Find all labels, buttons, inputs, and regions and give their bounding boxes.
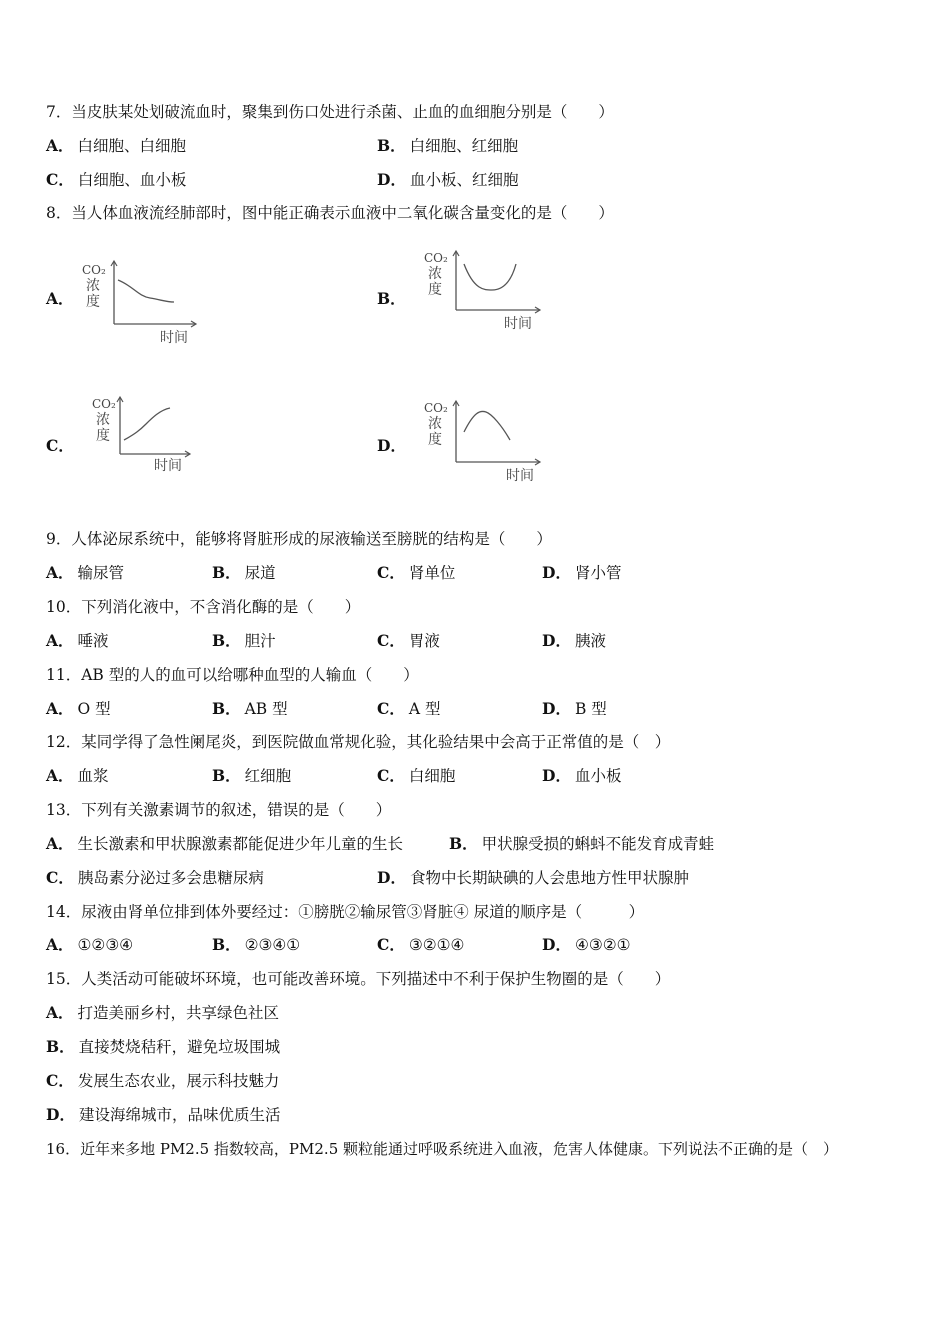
graph-8d[interactable]	[422, 398, 552, 488]
question-9-stem: 9．人体泌尿系统中，能够将肾脏形成的尿液输送至膀胱的结构是（ ）	[46, 530, 552, 548]
option-10d[interactable]: D． 胰液	[542, 631, 606, 650]
graph-8c-xlabel: 时间	[154, 458, 182, 474]
graph-8d-xlabel: 时间	[506, 468, 534, 484]
option-7a[interactable]: A． 白细胞、白细胞	[46, 136, 187, 155]
option-8b-label[interactable]: B．	[377, 289, 406, 308]
curve-8b	[464, 264, 516, 290]
option-10a[interactable]: A． 唾液	[46, 631, 109, 650]
option-9d[interactable]: D． 肾小管	[542, 563, 622, 582]
question-14-stem: 14．尿液由肾单位排到体外要经过：①膀胱②输尿管③肾脏④ 尿道的顺序是（ ）	[46, 903, 645, 921]
graph-8a-co2-label: CO₂	[82, 263, 106, 277]
graph-8a[interactable]	[78, 258, 208, 348]
option-14c[interactable]: C． ③②①④	[377, 935, 465, 954]
graph-8a-xlabel: 时间	[160, 330, 188, 346]
option-14b[interactable]: B． ②③④①	[212, 935, 301, 954]
option-11b[interactable]: B． AB 型	[212, 699, 288, 718]
option-15d[interactable]: D． 建设海绵城市，品味优质生活	[46, 1105, 281, 1124]
option-11a[interactable]: A． O 型	[46, 699, 111, 718]
option-7b[interactable]: B． 白细胞、红细胞	[377, 136, 519, 155]
curve-8a	[118, 280, 174, 302]
curve-8d	[464, 411, 510, 440]
option-12b[interactable]: B． 红细胞	[212, 766, 292, 785]
graph-8b-ylabel-2: 度	[428, 282, 442, 298]
option-10c[interactable]: C． 胃液	[377, 631, 440, 650]
graph-8d-co2-label: CO₂	[424, 401, 448, 415]
question-13-stem: 13．下列有关激素调节的叙述，错误的是（ ）	[46, 801, 392, 819]
option-12a[interactable]: A． 血浆	[46, 766, 109, 785]
graph-8c[interactable]	[90, 394, 210, 484]
option-8d-label[interactable]: D．	[377, 436, 406, 455]
option-13c[interactable]: C． 胰岛素分泌过多会患糖尿病	[46, 868, 264, 887]
graph-8d-ylabel-1: 浓	[428, 416, 442, 432]
option-15c[interactable]: C． 发展生态农业，展示科技魅力	[46, 1071, 280, 1090]
graph-8c-co2-label: CO₂	[92, 397, 116, 411]
option-13d[interactable]: D． 食物中长期缺碘的人会患地方性甲状腺肿	[377, 868, 689, 887]
graph-8c-ylabel-2: 度	[96, 428, 110, 444]
option-7d[interactable]: D． 血小板、红细胞	[377, 170, 519, 189]
question-10-stem: 10．下列消化液中，不含消化酶的是（ ）	[46, 598, 361, 616]
option-10b[interactable]: B． 胆汁	[212, 631, 276, 650]
graph-8b[interactable]	[422, 248, 552, 338]
option-9c[interactable]: C． 肾单位	[377, 563, 456, 582]
curve-8c	[124, 408, 170, 440]
question-15-stem: 15．人类活动可能破坏环境，也可能改善环境。下列描述中不利于保护生物圈的是（ ）	[46, 970, 671, 988]
option-13b[interactable]: B． 甲状腺受损的蝌蚪不能发育成青蛙	[449, 834, 715, 853]
option-14a[interactable]: A． ①②③④	[46, 935, 134, 954]
option-8a-label[interactable]: A．	[46, 289, 74, 308]
option-14d[interactable]: D． ④③②①	[542, 935, 631, 954]
option-11d[interactable]: D． B 型	[542, 699, 607, 718]
option-15b[interactable]: B． 直接焚烧秸秆，避免垃圾围城	[46, 1037, 281, 1056]
graph-8d-ylabel-2: 度	[428, 432, 442, 448]
graph-8b-xlabel: 时间	[504, 316, 532, 332]
question-11-stem: 11．AB 型的人的血可以给哪种血型的人输血（ ）	[46, 666, 419, 684]
option-11c[interactable]: C． A 型	[377, 699, 441, 718]
question-7-stem: 7．当皮肤某处划破流血时，聚集到伤口处进行杀菌、止血的血细胞分别是（ ）	[46, 103, 614, 121]
option-9a[interactable]: A． 输尿管	[46, 563, 125, 582]
option-12c[interactable]: C． 白细胞	[377, 766, 456, 785]
question-8-stem: 8．当人体血液流经肺部时，图中能正确表示血液中二氧化碳含量变化的是（ ）	[46, 204, 614, 222]
question-16-stem: 16．近年来多地 PM2.5 指数较高，PM2.5 颗粒能通过呼吸系统进入血液，危害人体健康。下列说法不正确的是（ ）	[46, 1140, 839, 1158]
graph-8b-ylabel-1: 浓	[428, 266, 442, 282]
question-12-stem: 12．某同学得了急性阑尾炎，到医院做血常规化验，其化验结果中会高于正常值的是（ ）	[46, 733, 671, 751]
graph-8b-co2-label: CO₂	[424, 251, 448, 265]
option-7c[interactable]: C． 白细胞、血小板	[46, 170, 187, 189]
graph-8a-ylabel-2: 度	[86, 294, 100, 310]
option-9b[interactable]: B． 尿道	[212, 563, 276, 582]
graph-8c-ylabel-1: 浓	[96, 412, 110, 428]
option-15a[interactable]: A． 打造美丽乡村，共享绿色社区	[46, 1003, 280, 1022]
option-8c-label[interactable]: C．	[46, 436, 74, 455]
graph-8a-ylabel-1: 浓	[86, 278, 100, 294]
option-12d[interactable]: D． 血小板	[542, 766, 622, 785]
option-13a[interactable]: A． 生长激素和甲状腺激素都能促进少年儿童的生长	[46, 834, 404, 853]
